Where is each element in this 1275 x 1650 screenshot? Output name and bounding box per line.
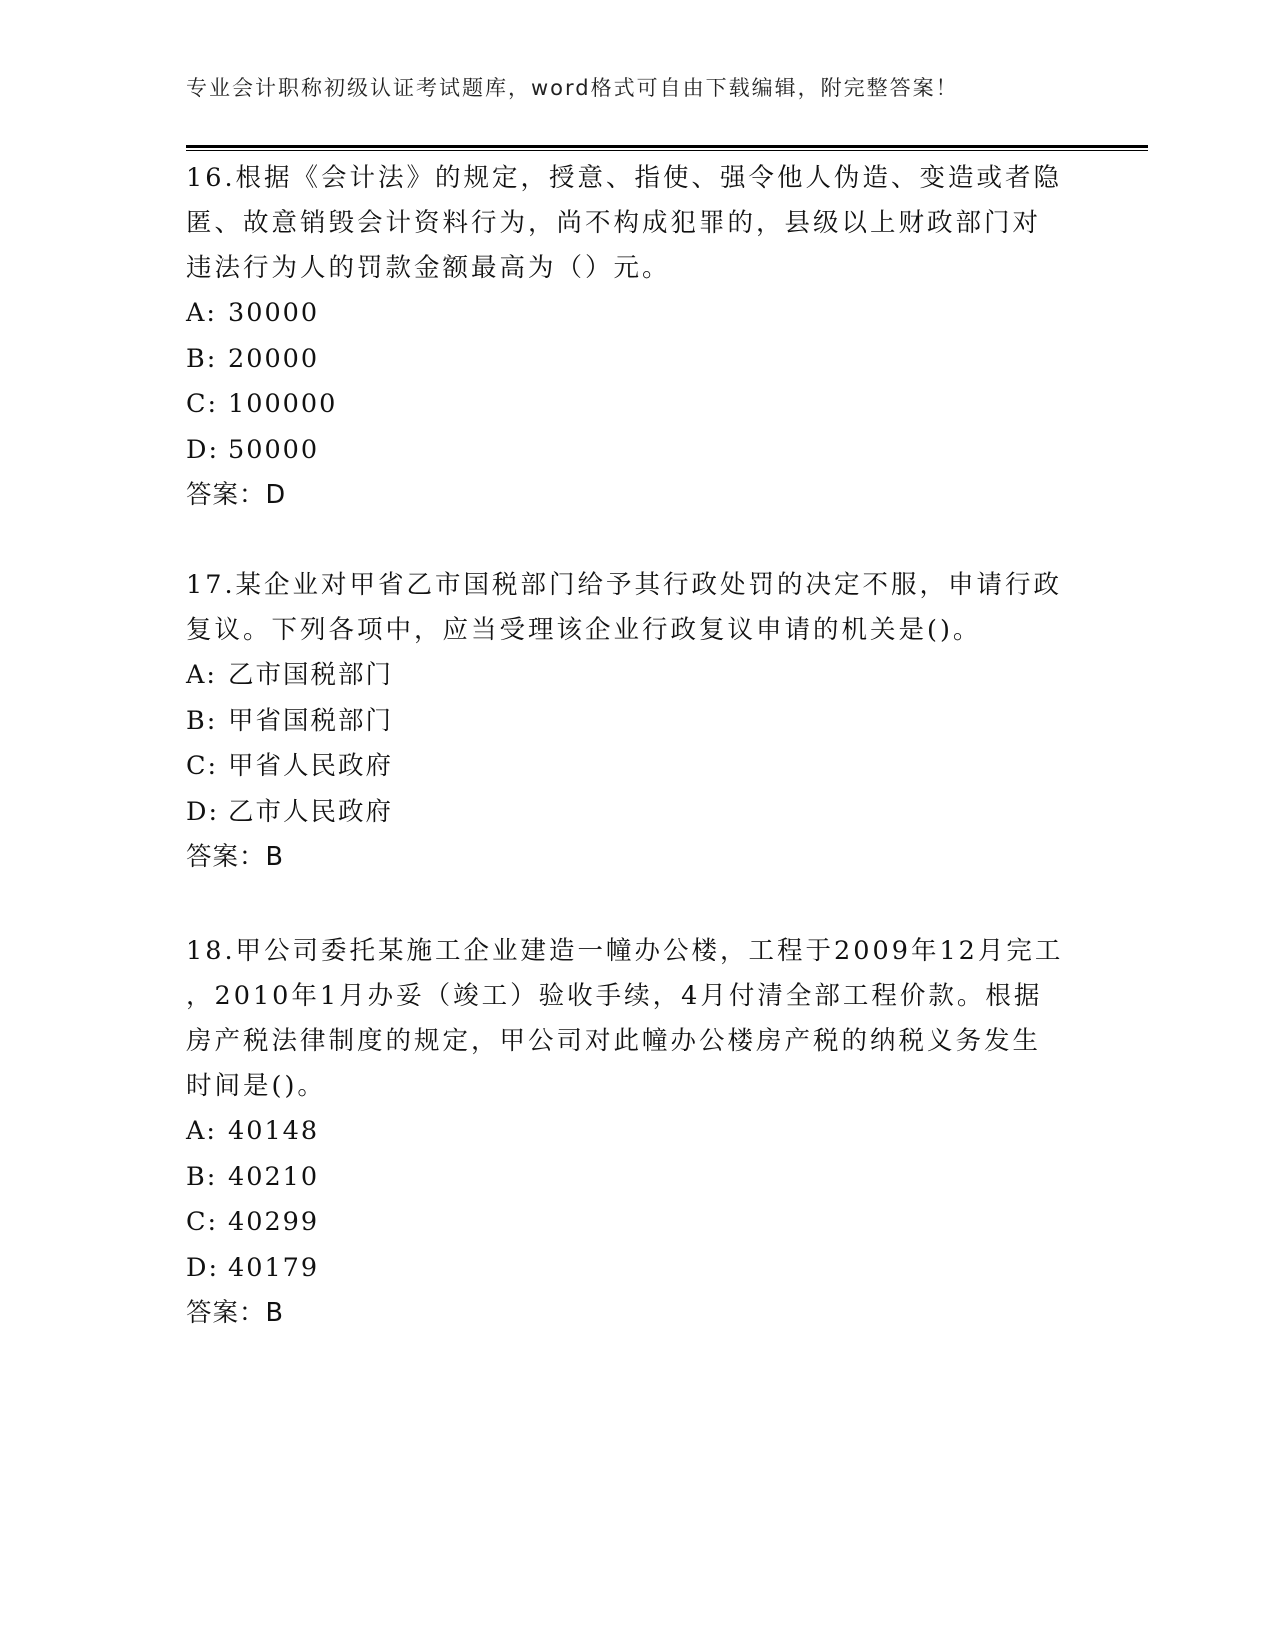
question-17: [186, 563, 1086, 880]
option-text: 40210: [228, 1161, 320, 1192]
question-stem-line: 16.根据《会计法》的规定，授意、指使、强令他人伪造、变造或者隐: [186, 163, 1063, 193]
option-label: C:: [186, 389, 219, 419]
question-stem-line: 违法行为人的罚款金额最高为（）元。: [186, 253, 671, 283]
option-text: 乙市国税部门: [228, 660, 394, 690]
answer: 答案：D: [186, 480, 287, 510]
question-stem-line: 18.甲公司委托某施工企业建造一幢办公楼，工程于2009年12月完工: [186, 936, 1064, 966]
option-label: B:: [186, 1161, 218, 1192]
option-text: 40148: [228, 1116, 320, 1146]
answer: 答案：B: [186, 842, 284, 872]
option-label: B:: [186, 343, 218, 374]
option-d: [186, 428, 1086, 474]
option-label: A:: [186, 660, 218, 690]
option-label: C:: [186, 751, 219, 781]
option-c: [186, 1200, 1086, 1246]
header-rule-thin: [186, 150, 1148, 151]
option-text: 乙市人民政府: [228, 796, 394, 827]
option-label: A:: [186, 1116, 218, 1146]
option-label: D:: [186, 1252, 220, 1283]
option-c: [186, 744, 1086, 790]
option-a: [186, 653, 1086, 699]
option-label: D:: [186, 796, 220, 827]
question-stem-line: 17.某企业对甲省乙市国税部门给予其行政处罚的决定不服，申请行政: [186, 570, 1063, 600]
option-text: 100000: [228, 389, 338, 419]
option-text: 甲省人民政府: [228, 751, 394, 781]
question-stem-line: 复议。下列各项中，应当受理该企业行政复议申请的机关是()。: [186, 615, 982, 645]
option-d: [186, 1246, 1086, 1292]
question-stem-line: 匿、故意销毁会计资料行为，尚不构成犯罪的，县级以上财政部门对: [186, 208, 1042, 238]
option-label: B:: [186, 705, 218, 736]
answer: 答案：B: [186, 1298, 284, 1328]
option-d: [186, 790, 1086, 836]
option-label: A:: [186, 298, 218, 328]
option-text: 20000: [228, 343, 320, 374]
question-stem-line: ，2010年1月办妥（竣工）验收手续，4月付清全部工程价款。根据: [186, 981, 1043, 1011]
option-b: [186, 699, 1086, 745]
question-16: [186, 156, 1086, 518]
option-text: 50000: [228, 434, 320, 465]
option-c: [186, 382, 1086, 428]
question-stem-line: 房产税法律制度的规定，甲公司对此幢办公楼房产税的纳税义务发生: [186, 1026, 1042, 1056]
option-b: [186, 337, 1086, 383]
option-text: 甲省国税部门: [228, 705, 394, 736]
page-header-note: 专业会计职称初级认证考试题库，word格式可自由下载编辑，附完整答案！: [186, 76, 959, 100]
option-a: [186, 291, 1086, 337]
option-text: 40179: [228, 1252, 320, 1283]
option-b: [186, 1155, 1086, 1201]
header-rule-thick: [186, 145, 1148, 148]
option-a: [186, 1109, 1086, 1155]
option-text: 30000: [228, 298, 320, 328]
option-label: C:: [186, 1207, 219, 1237]
question-18: [186, 929, 1086, 1336]
option-label: D:: [186, 434, 220, 465]
option-text: 40299: [228, 1207, 320, 1237]
question-stem-line: 时间是()。: [186, 1071, 326, 1101]
